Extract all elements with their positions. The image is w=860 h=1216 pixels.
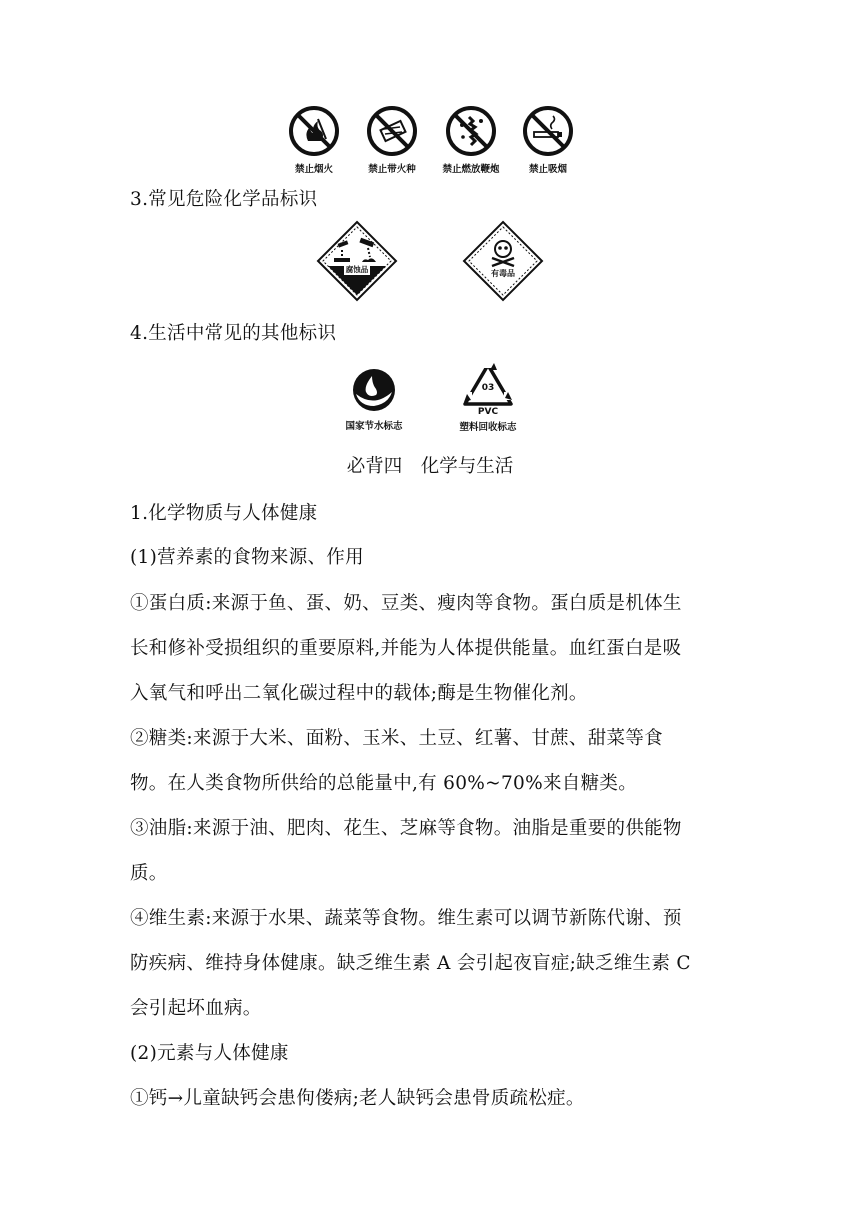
text-line: ③油脂:来源于油、肥肉、花生、芝麻等食物。油脂是重要的供能物: [130, 818, 682, 839]
text-line: ①钙→儿童缺钙会患佝偻病;老人缺钙会患骨质疏松症。: [130, 1088, 585, 1109]
text-line: (1)营养素的食物来源、作用: [130, 547, 364, 568]
no-firecracker-sign: [445, 105, 497, 157]
hazard-label: 腐蚀品: [345, 265, 369, 274]
chapter-title: 必背四 化学与生活: [346, 456, 514, 477]
no-firecracker-icon: [445, 105, 497, 157]
sign-label: 塑料回收标志: [459, 422, 517, 433]
recycle-material: PVC: [477, 407, 499, 417]
text-line: 长和修补受损组织的重要原料,并能为人体提供能量。血红蛋白是吸: [130, 638, 682, 659]
corrosive-icon: [316, 220, 398, 302]
no-fire-sign: [288, 105, 340, 157]
no-lighter-icon: [366, 105, 418, 157]
water-saving-sign: [352, 368, 396, 412]
toxic-sign: [462, 220, 544, 302]
text-line: ④维生素:来源于水果、蔬菜等食物。维生素可以调节新陈代谢、预: [130, 908, 682, 929]
text-line: ①蛋白质:来源于鱼、蛋、奶、豆类、瘦肉等食物。蛋白质是机体生: [130, 593, 682, 614]
text-line: 会引起坏血病。: [130, 998, 262, 1019]
text-line: 质。: [130, 863, 168, 884]
sign-label: 禁止带火种: [368, 164, 416, 175]
text-line: 防疾病、维持身体健康。缺乏维生素 A 会引起夜盲症;缺乏维生素 C: [130, 953, 691, 974]
sign-label: 国家节水标志: [345, 421, 403, 432]
section-heading: 4.生活中常见的其他标识: [130, 323, 337, 344]
sign-label: 禁止烟火: [294, 164, 333, 175]
no-fire-icon: [288, 105, 340, 157]
sign-label: 禁止燃放鞭炮: [442, 164, 500, 175]
no-smoking-sign: [522, 105, 574, 157]
recycle-sign: [462, 362, 514, 408]
no-lighter-sign: [366, 105, 418, 157]
text-line: ②糖类:来源于大米、面粉、玉米、土豆、红薯、甘蔗、甜菜等食: [130, 728, 663, 749]
recycle-code: 03: [481, 383, 495, 393]
text-line: 物。在人类食物所供给的总能量中,有 60%~70%来自糖类。: [130, 773, 638, 794]
sign-label: 禁止吸烟: [528, 164, 567, 175]
toxic-icon: [462, 220, 544, 302]
hazard-label: 有毒品: [491, 269, 515, 278]
corrosive-sign: [316, 220, 398, 302]
no-smoking-icon: [522, 105, 574, 157]
text-line: 入氧气和呼出二氧化碳过程中的载体;酶是生物催化剂。: [130, 683, 588, 704]
text-line: (2)元素与人体健康: [130, 1043, 289, 1064]
section-heading: 3.常见危险化学品标识: [130, 189, 318, 210]
water-saving-icon: [352, 368, 396, 412]
text-line: 1.化学物质与人体健康: [130, 503, 318, 524]
